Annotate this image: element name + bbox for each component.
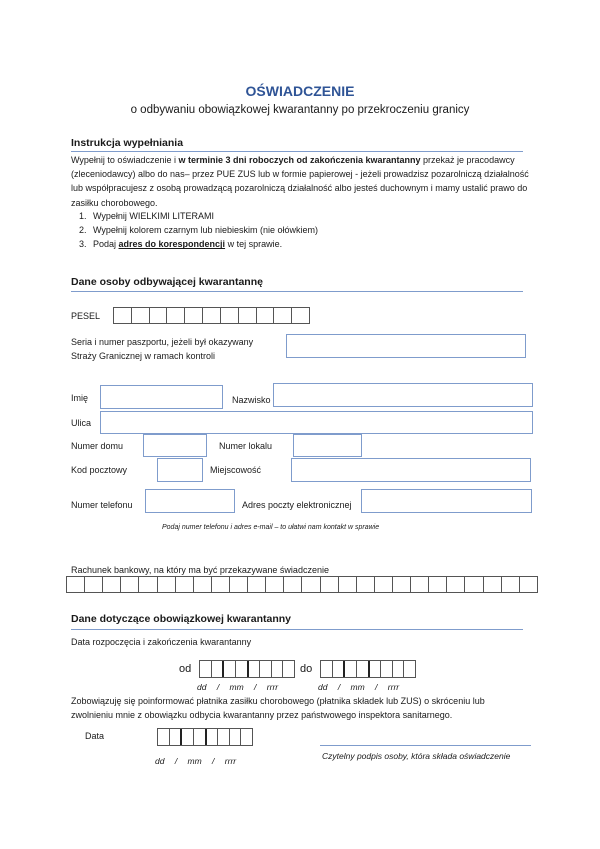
first-name-label: Imię — [71, 393, 89, 403]
document-title: OŚWIADCZENIE — [245, 83, 355, 99]
postal-code-label: Kod pocztowy — [71, 465, 128, 475]
instruction-item: 2. Wypełnij kolorem czarnym lub niebieskim (nie ołówkiem) — [89, 223, 531, 237]
bank-account-label: Rachunek bankowy, na który ma być przekazywane świadczenie — [71, 565, 329, 575]
passport-label: Seria i numer paszportu, jeżeli był okazywany — [71, 337, 254, 347]
last-name-input[interactable] — [273, 383, 533, 407]
last-name-label: Nazwisko — [232, 395, 271, 405]
pesel-input[interactable] — [113, 307, 310, 324]
obligation-text: Zobowiązuję się poinformować płatnika zasiłku chorobowego (płatnika składek lub ZUS) o skróceniu lub — [71, 696, 485, 706]
obligation-text-2: zwolnieniu mnie z obowiązku odbycia kwarantanny przez państwowego inspektora sanitarnego. — [71, 710, 453, 720]
instructions-paragraph: Wypełnij to oświadczenie i w terminie 3 dni roboczych od zakończenia kwarantanny przekaż je pracodawcy (zleceniodawcy) albo do nas– przez PUE ZUS lub w formie papierowej - jeżeli prowadzisz pozarolniczą działalność lub współpracujesz z osobą prowadzącą pozarolniczą działalność albo jesteś duchownym i mamy ustalić prawo do zasiłku chorobowego. — [71, 155, 529, 208]
pesel-label: PESEL — [71, 311, 101, 321]
date-label: Data — [85, 731, 105, 741]
start-date-input[interactable] — [199, 660, 295, 678]
passport-input[interactable] — [286, 334, 526, 358]
flat-number-input[interactable] — [293, 434, 362, 457]
postal-code-input[interactable] — [157, 458, 203, 482]
house-number-input[interactable] — [143, 434, 207, 457]
person-rule — [71, 291, 523, 292]
first-name-input[interactable] — [100, 385, 223, 409]
quarantine-heading: Dane dotyczące obowiązkowej kwarantanny — [71, 613, 291, 625]
instructions-rule — [71, 151, 523, 152]
signature-label: Czytelny podpis osoby, która składa oświadczenie — [322, 751, 511, 761]
city-label: Miejscowość — [210, 465, 262, 475]
city-input[interactable] — [291, 458, 531, 482]
signature-date-input[interactable] — [157, 728, 253, 746]
start-date-format: dd / mm / rrrr — [197, 682, 279, 692]
to-label: do — [300, 663, 313, 675]
instruction-item: 3. Podaj adres do korespondencji w tej sprawie. — [89, 237, 531, 251]
instructions-heading: Instrukcja wypełniania — [71, 137, 184, 149]
phone-input[interactable] — [145, 489, 235, 513]
flat-number-label: Numer lokalu — [219, 441, 273, 451]
street-input[interactable] — [100, 411, 533, 434]
instruction-item: 1. Wypełnij WIELKIMI LITERAMI — [89, 209, 531, 223]
from-label: od — [179, 663, 192, 675]
end-date-format: dd / mm / rrrr — [318, 682, 400, 692]
signature-line[interactable] — [320, 745, 531, 746]
person-heading: Dane osoby odbywającej kwarantannę — [71, 276, 263, 288]
email-label: Adres poczty elektronicznej — [242, 500, 352, 510]
instructions-list — [71, 209, 531, 252]
passport-label-2: Straży Granicznej w ramach kontroli — [71, 351, 216, 361]
house-number-label: Numer domu — [71, 441, 124, 451]
document-subtitle: o odbywaniu obowiązkowej kwarantanny po przekroczeniu granicy — [130, 104, 470, 116]
quarantine-rule — [71, 629, 523, 630]
street-label: Ulica — [71, 418, 92, 428]
quarantine-dates-label: Data rozpoczęcia i zakończenia kwarantanny — [71, 637, 252, 647]
email-input[interactable] — [361, 489, 532, 513]
phone-label: Numer telefonu — [71, 500, 133, 510]
signature-date-format: dd / mm / rrrr — [155, 756, 237, 766]
contact-note: Podaj numer telefonu i adres e-mail – to ułatwi nam kontakt w sprawie — [162, 524, 380, 531]
bank-account-input[interactable] — [66, 576, 538, 593]
end-date-input[interactable] — [320, 660, 416, 678]
